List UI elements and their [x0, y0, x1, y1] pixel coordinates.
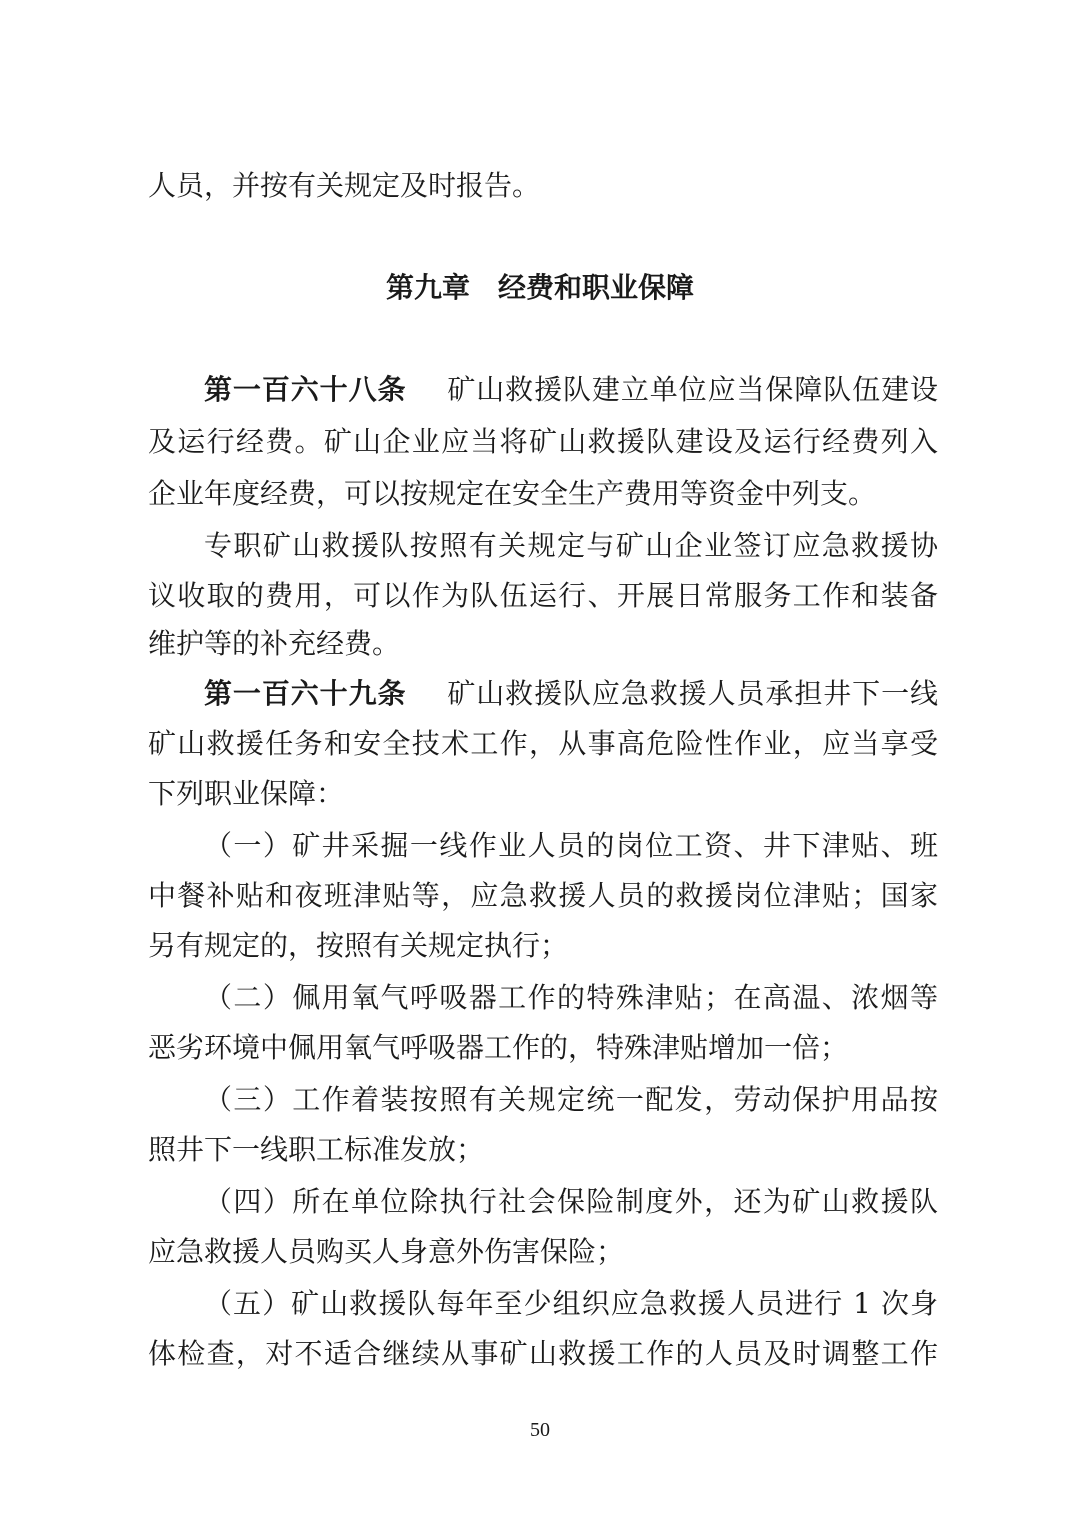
- article-169-text: 矿山救援队应急救援人员承担井下一线: [446, 677, 938, 710]
- text-line: 议收取的费用，可以作为队伍运行、开展日常服务工作和装备: [148, 579, 938, 612]
- text-line: 人员，并按有关规定及时报告。: [148, 169, 541, 202]
- article-169-title: 第一百六十九条: [204, 677, 407, 710]
- text-line: 下列职业保障：: [148, 777, 345, 810]
- list-item-4-line-1: （四）所在单位除执行社会保险制度外，还为矿山救援队: [204, 1185, 938, 1218]
- text-line: 照井下一线职工标准发放；: [148, 1133, 485, 1166]
- text-line: 另有规定的，按照有关规定执行；: [148, 929, 569, 962]
- text-line: 中餐补贴和夜班津贴等，应急救援人员的救援岗位津贴；国家: [148, 879, 938, 912]
- list-item-2-line-1: （二）佩用氧气呼吸器工作的特殊津贴；在高温、浓烟等: [204, 981, 938, 1014]
- text-line: 恶劣环境中佩用氧气呼吸器工作的，特殊津贴增加一倍；: [148, 1031, 849, 1064]
- text-line: 矿山救援任务和安全技术工作，从事高危险性作业，应当享受: [148, 727, 938, 760]
- text-line: 及运行经费。矿山企业应当将矿山救援队建设及运行经费列入: [148, 425, 938, 458]
- text-line: 应急救援人员购买人身意外伤害保险；: [148, 1235, 625, 1268]
- text-line: 维护等的补充经费。: [148, 627, 401, 660]
- article-168-title: 第一百六十八条: [204, 373, 407, 406]
- article-168-text: 矿山救援队建立单位应当保障队伍建设: [446, 373, 938, 406]
- text-line: 体检查，对不适合继续从事矿山救援工作的人员及时调整工作: [148, 1337, 938, 1370]
- article-169-line-1: [204, 668, 938, 720]
- list-item-5-line-1: （五）矿山救援队每年至少组织应急救援人员进行 1 次身: [204, 1287, 938, 1320]
- page-number: 50: [530, 1419, 550, 1441]
- list-item-1-line-1: （一）矿井采掘一线作业人员的岗位工资、井下津贴、班: [204, 829, 938, 862]
- text-line: 企业年度经费，可以按规定在安全生产费用等资金中列支。: [148, 477, 877, 510]
- text-line: 专职矿山救援队按照有关规定与矿山企业签订应急救援协: [204, 529, 938, 562]
- chapter-heading: 第九章 经费和职业保障: [385, 271, 694, 304]
- list-item-3-line-1: （三）工作着装按照有关规定统一配发，劳动保护用品按: [204, 1083, 938, 1116]
- article-168-line-1: [204, 364, 938, 416]
